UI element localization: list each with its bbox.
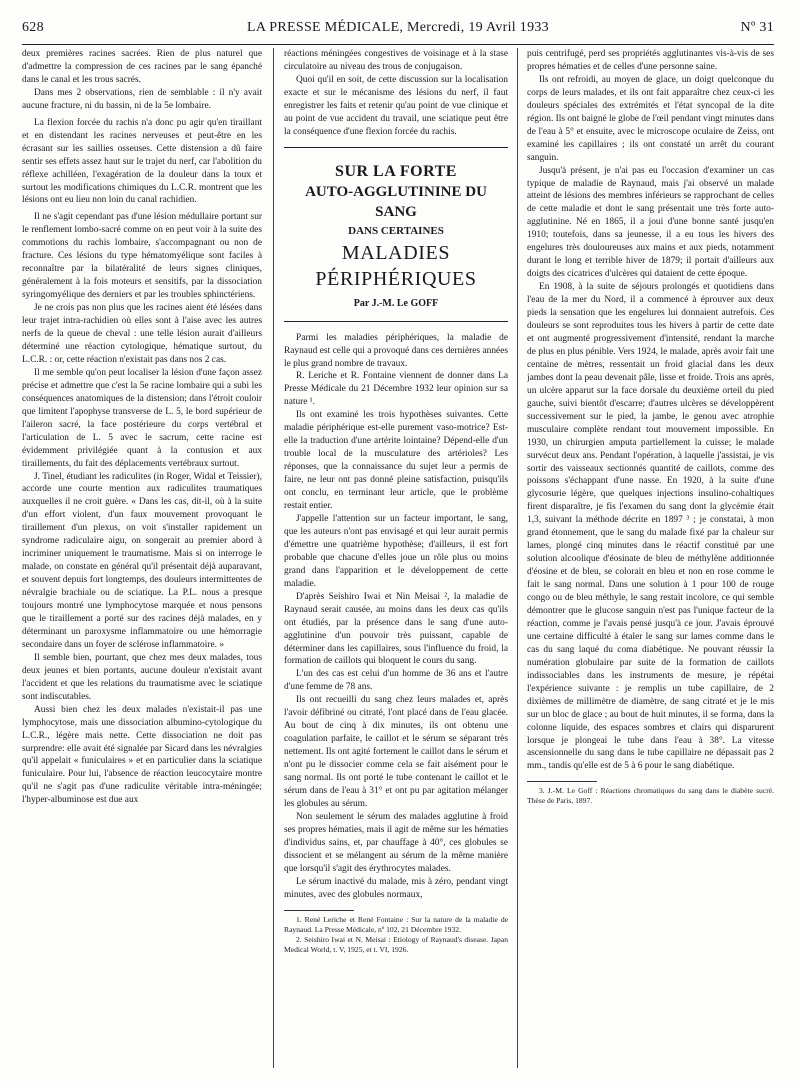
paragraph: deux premières racines sacrées. Rien de plus naturel que d'admettre la compression de ces racines par le sang épanché dans le canal et les trous sacrés. [22,49,262,85]
paragraph: Jusqu'à présent, je n'ai pas eu l'occasion d'examiner un cas typique de maladie de Raynaud, mais j'ai observé un malade atteint de lésions des membres inférieurs se rapprochant de celles de cette maladie et dont le sang présentait une très forte auto-agglutinine. Né en 1865, il a joui d'une bonne santé jusqu'en 1910; toutefois, dans sa jeunesse, il a eu tous les hivers des engelures très douloureuses aux mains et aux pieds, notamment durant le long et terrible hiver de 1879; il portait d'ailleurs aux doigts des cicatrices d'ulcères qui dataient de cette époque. [527,165,774,280]
footnote: 1. René Leriche et René Fontaine : Sur la nature de la maladie de Raynaud. La Presse Médicale, nº 102, 21 Décembre 1932. [284,914,508,934]
paragraph: Quoi qu'il en soit, de cette discussion sur la localisation exacte et sur le mécanisme des lésions du nerf, il faut enregistrer les faits et retenir qu'au point de vue clinique et au point de vue accident du travail, une sciatique peut être la conséquence d'une flexion forcée du rachis. [284,74,508,137]
paragraph: puis centrifugé, perd ses propriétés agglutinantes vis-à-vis de ses propres hématies et de celles d'une personne saine. [527,49,774,72]
paragraph: Aussi bien chez les deux malades n'existait-il pas une lymphocytose, mais une dissociation albumino-cytologique du L.C.R., légère mais nette. Cette dissociation ne doit pas surprendre: elle avait été signalée par Sicard dans les névralgies qu'il appelait « funiculaires » et en particulier dans la sciatique funiculaire. Pour lui, l'absence de réaction leucocytaire montre qu'il ne s'agit pas d'une radiculite véritable intra-méningée; l'hyper-albuminose est due aux [22,704,262,806]
paragraph: Il semble bien, pourtant, que chez mes deux malades, tous deux jeunes et bien portants, aucune douleur n'existait avant l'accident et que les relations du traumatisme avec le sciatique sont indiscutables. [22,652,262,702]
paragraph: Il ne s'agit cependant pas d'une lésion médullaire portant sur le renflement lombo-sacré comme on en peut voir à la suite des commotions du rachis lombaire, s'accompagnant ou non de fracture. Ces lésions du type hématomyélique sont faciles à reconnaître par la bilatéralité de leurs signes cliniques, généralement à la fois moteurs et sensitifs, par la dissociation syringomyélique des derniers et par les troubles sphinctériens. [22,212,262,301]
article-title-line-4: MALADIES PÉRIPHÉRIQUES [315,241,477,290]
column-right [527,48,774,1068]
journal-title: LA PRESSE MÉDICALE, Mercredi, 19 Avril 1933 [247,20,549,35]
paragraph: L'un des cas est celui d'un homme de 36 ans et l'autre d'une femme de 78 ans. [284,669,508,693]
paragraph: Ils ont recueilli du sang chez leurs malades et, après l'avoir défibriné ou citraté, l'ont placé dans de l'eau glacée. Au bout de cinq à dix minutes, ils ont obtenu une coagulation parfaite, le caillot et le sérum se séparant très nettement. Ils ont agité fortement le caillot dans le sérum et n'ont pu le dissocier comme cela se fait aisément pour le sang normal. Ils ont porté le tube contenant le caillot et le sérum dans de l'eau à 31° et ont pu par agitation mélanger les globules au sérum. [284,695,508,809]
paragraph: Le sérum inactivé du malade, mis à zéro, pendant vingt minutes, avec des globules normaux, [284,876,508,900]
paragraph: R. Leriche et R. Fontaine viennent de donner dans La Presse Médicale du 21 Décembre 1932 leur opinion sur sa nature ¹. [284,371,508,408]
article-title-line-2: AUTO-AGGLUTININE DU SANG [305,183,487,220]
paragraph: Il me semble qu'on peut localiser la lésion d'une façon assez précise et admettre que c'est la 5e racine lombaire qui a subi les conséquences anatomiques de la distension; dans l'étroit couloir que limitent l'apophyse transverse de L. 5, le bord supérieur de l'aileron sacré, la face postérieure du corps vertébral et l'articulation de L. 5 avec le sacrum, cette racine est évidemment privilégiée quant à la contusion et aux tiraillements, du fait des déplacements vertébraux surtout. [22,367,262,469]
paragraph: J. Tinel, étudiant les radiculites (in Roger, Widal et Teissier), accorde une courte mention aux radiculites traumatiques auxquelles il ne croit guère. « Dans les cas, dit-il, où à la suite d'un effort violent, d'un faux mouvement provoquant le tiraillement d'un plexus, on voit s'installer rapidement un syndrome radiculaire aigu, on songerait au premier abord à incriminer uniquement le traumatisme. Mais si on interroge le malade, on constate en général qu'il présentait déjà auparavant, et souvent depuis fort longtemps, des douleurs intermittentes de névralgie brachiale ou de sciatique. La P.L. nous a presque toujours montré une lymphocytose marquée et nous pensons que le tiraillement a porté sur des racines déjà malades, en y déterminant un paroxysme inflammatoire ou une hémorragie secondaire dans un foyer de sclérose inflammatoire. » [22,471,262,650]
article-author: Par J.-M. Le GOFF [353,297,439,309]
article-title-line-3: DANS CERTAINES [348,224,444,237]
article-title-line-1: SUR LA FORTE [335,162,457,180]
column-left [22,48,262,1068]
footnote: 3. J.-M. Le Goff : Réactions chromatiques du sang dans le diabète sucré. Thèse de Paris, 1897. [527,786,774,806]
issue-number: Nº 31 [740,20,774,35]
header-rule [22,44,774,45]
footnote: 2. Seishiro Iwai et N. Meisai : Etiology of Raynaud's disease. Japan Medical World, t. V, 1925, et t. VI, 1926. [284,934,508,954]
column-middle [284,48,508,1068]
paragraph: D'après Seishiro Iwai et Nin Meisai ², la maladie de Raynaud serait causée, au moins dans les deux cas qu'ils ont étudiés, par la présence dans le sang d'une auto-agglutinine d'un pouvoir très puissant, capable de déterminer dans les capillaires, sous l'influence du froid, la formation de caillots qui bloquent le cours du sang. [284,591,508,667]
column-divider-right [517,48,518,1068]
paragraph: Ils ont examiné les trois hypothèses suivantes. Cette maladie périphérique est-elle purement vaso-motrice? Est-elle la traduction d'une artérite lointaine? Dépend-elle d'un trouble local de la musculature des artérioles? Les réponses, que la connaissance du sujet leur a permis de faire, ne leur ont pas donné pleine satisfaction, puisqu'ils ont conclu, en terminant leur article, que le problème restait entier. [284,410,508,512]
column-divider-left [273,48,274,1068]
paragraph: J'appelle l'attention sur un facteur important, le sang, que les auteurs n'ont pas envisagé et qui leur aurait permis d'émettre une quatrième hypothèse; d'ailleurs, il est fort probable que chacune d'elles joue un rôle plus ou moins grand dans l'apparition et le développement de cette maladie. [284,513,508,589]
paragraph: Parmi les maladies périphériques, la maladie de Raynaud est celle qui a provoqué dans ces dernières années le plus grand nombre de travaux. [284,332,508,369]
paragraph: Non seulement le sérum des malades agglutine à froid ses propres hématies, mais il agit de même sur les hématies d'individus sains, et, par chauffage à 40°, ces globules se dissocient et se mélangent au sérum de la même manière que lorsqu'il s'agit des érythrocytes malades. [284,811,508,874]
paragraph: En 1908, à la suite de séjours prolongés et quotidiens dans l'eau de la mer du Nord, il a commencé à éprouver aux deux pieds la sensation que les engelures lui donnaient autrefois. Ces douleurs se sont reproduites tous les hivers à partir de cette date et ont augmenté progressivement d'intensité, rendant la marche de plus en plus pénible. Vers 1924, le malade, après avoir fait une centaine de mètres, ressentait un froid glacial dans les deux jambes dont la peau devenait pâle, lisse et froide. Trois ans après, un ulcère apparut sur la face dorsale du deuxième orteil du pied gauche, suivi bientôt d'escarre; d'autres ulcères se développèrent successivement sur le pied, la jambe, le genou avec atrophie musculaire complète rendant tout mouvement impossible. En 1930, un chirurgien amputa partiellement la cuisse; le malade survécut deux ans. Pendant l'opération, à laquelle j'assistai, je vis sortir des vaisseaux sectionnés quantité de caillots, comme des poissons s'échappant d'une nasse. En 1920, à la suite d'une glycosurie légère, que quelques injections insulino-cohaltiques firent disparaître, je fis l'examen du sang dont la glycémie était 1,3, suivant la méthode décrite en 1897 ³ ; je constatai, à mon grand étonnement, que le sang du malade fixé par la chaleur sur lames, plongé cinq minutes dans le réactif constitué par une solution alcoolique d'éosinate de bleu de méthylène additionnée d'éosine et de bleu, se colorait en bleu et non en rose comme le fait le sang normal. Dans une solution à 1 pour 100 de rouge congo ou de bleu méthyle, le sang restait incolore, ce qui semble démontrer que le glucose sanguin n'est pas l'unique facteur de la réaction, comme je l'avais pensé jusqu'à ce jour. J'avais éprouvé une certaine difficulté à étaler le sang sur lames comme dans le cas du sang laqué du coma diabétique. Ne pouvant réussir la numération globulaire par suite de la formation de caillots indissociables dans les instruments de mesure, je répétai l'expérience suivante : je remplis un tube capillaire, de 2 dixièmes de millimètre de diamètre, de sang citraté et je le mis sur un bloc de glace ; au bout de huit minutes, il se forma, dans la colonne liquide, des espaces sombres et clairs qui disparurent lorsque je plongeai le tube dans l'eau à 38°. La vitesse ascensionnelle du sang dans le tube capillaire ne dépassait pas 2 mm., tandis qu'elle est de 5 à 6 pour le sang diabétique. [527,282,774,772]
footnote-rule [284,910,354,911]
footnote-rule [527,781,597,782]
paragraph: Dans mes 2 observations, rien de semblable : il n'y avait aucune fracture, ni du bassin, ni de la 5e lombaire. [22,87,262,111]
article-title-block [284,147,508,322]
page-header [22,20,774,42]
page-number: 628 [22,20,44,35]
paragraph: réactions méningées congestives de voisinage et à la stase circulatoire au niveau des trous de conjugaison. [284,49,508,72]
paragraph: Ils ont refroidi, au moyen de glace, un doigt quelconque du corps de leurs malades, et ils ont fait apparaître chez ceux-ci les douleurs spéciales des extrémités et l'état syncopal de la dite région. Ils ont baigné le globe de l'œil pendant vingt minutes dans de l'eau à 5° et ensuite, avec le microscope oculaire de Zeiss, ont examiné les capillaires ; ils ont constaté un arrêt du courant sanguin. [527,74,774,163]
paragraph: La flexion forcée du rachis n'a donc pu agir qu'en tiraillant et en distendant les racines nerveuses et peut-être en les écrasant sur les saillies osseuses. Cette distension a dû faire sentir ses effets assez haut sur le trajet du nerf, car l'abolition du réflexe achilléen, l'exagération de la douleur dans la toux et surtout les modifications chimiques du L.C.R. montrent que les lésions ont eu lieu non loin du canal rachidien. [22,117,262,206]
paragraph: Je ne crois pas non plus que les racines aient été lésées dans leur trajet intra-rachidien où elles sont à l'aise avec les autres nerfs de la queue de cheval : une telle lésion aurait d'ailleurs déterminé une réaction cytologique, hématique surtout, du L.C.R. : or, cette réaction n'existait pas dans nos 2 cas. [22,303,262,365]
